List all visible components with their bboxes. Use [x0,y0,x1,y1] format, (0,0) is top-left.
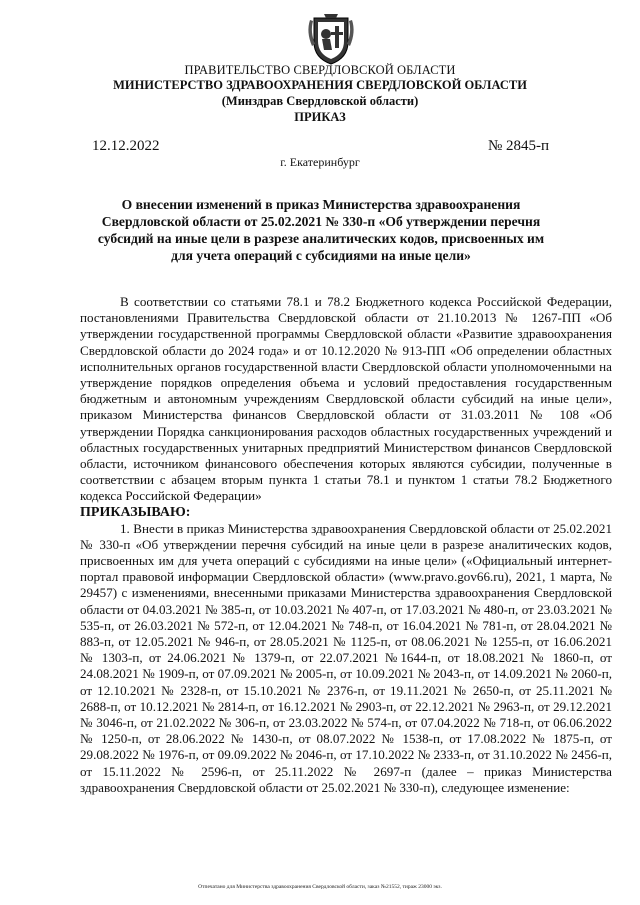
order-body [80,294,612,796]
preamble-paragraph: В соответствии со статьями 78.1 и 78.2 Бюджетного кодекса Российской Федерации, постановлениями Правительства Свердловской области от 21.10.2013 № 1267-ПП «Об утверждении государственной программы Свердловской области «Развитие здравоохранения Свердловской области до 2024 года» и от 10.12.2020 № 913-ПП «Об определении областных исполнительных органов государственной власти Свердловской области уполномоченными на утверждение порядков определения объема и условий предоставления государственным бюджетным и автономным учреждениям Свердловской области субсидий на иные цели», приказом Министерства финансов Свердловской области от 31.03.2011 № 108 «Об утверждении Порядка санкционирования расходов областных государственных учреждений и областных государственных унитарных предприятий Министерством финансов Свердловской области, источником финансового обеспечения которых являются субсидии, полученные в соответствии с абзацем вторым пункта 1 статьи 78.1 и пунктом 1 статьи 78.2 Бюджетного кодекса Российской Федерации» [80,294,612,504]
order-title: О внесении изменений в приказ Министерства здравоохранения Свердловской области от 25.02.2021 № 330-п «Об утверждении перечня субсидий на иные цели в разрезе аналитических кодов, присвоенных им для учета операций с субсидиями на иные цели» [97,197,545,263]
coat-of-arms-icon [304,12,358,66]
decree-word: ПРИКАЗЫВАЮ: [80,504,191,520]
ministry-heading: МИНИСТЕРСТВО ЗДРАВООХРАНЕНИЯ СВЕРДЛОВСКОЙ ОБЛАСТИ [113,78,527,92]
ministry-abbreviation: (Минздрав Свердловской области) [221,94,419,108]
item-1-paragraph: 1. Внести в приказ Министерства здравоохранения Свердловской области от 25.02.2021 № 330-п «Об утверждении перечня субсидий на иные цели в разрезе аналитических кодов, присвоенных им для учета операций с субсидиями на иные цели» («Официальный интернет-портал правовой информации Свердловской области» (www.pravo.gov66.ru), 2021, 1 марта, № 29457) с изменениями, внесенными приказами Министерства здравоохранения Свердловской области от 04.03.2021 № 385-п, от 10.03.2021 № 407-п, от 17.03.2021 № 480-п, от 23.03.2021 № 535-п, от 26.03.2021 № 572-п, от 12.04.2021 № 748-п, от 16.04.2021 № 781-п, от 28.04.2021 № 883-п, от 12.05.2021 № 946-п, от 28.05.2021 № 1125-п, от 08.06.2021 № 1255-п, от 16.06.2021 № 1303-п, от 24.06.2021 № 1379-п, от 22.07.2021 №1644-п, от 18.08.2021 № 1860-п, от 24.08.2021 № 1909-п, от 07.09.2021 № 2005-п, от 10.09.2021 № 2043-п, от 14.09.2021 № 2060-п, от 12.10.2021 № 2328-п, от 15.10.2021 № 2376-п, от 19.11.2021 № 2650-п, от 25.11.2021 № 2688-п, от 10.12.2021 № 2814-п, от 16.12.2021 № 2903-п, от 22.12.2021 № 2963-п, от 29.12.2021 № 3046-п, от 21.02.2022 № 306-п, от 23.03.2022 № 574-п, от 07.04.2022 № 718-п, от 06.06.2022 № 1250-п, от 28.06.2022 № 1430-п, от 08.07.2022 № 1538-п, от 17.08.2022 № 1875-п, от 29.08.2022 № 1976-п, от 09.09.2022 № 2046-п, от 17.10.2022 № 2333-п, от 31.10.2022 № 2456-п, от 15.11.2022 № 2596-п, от 25.11.2022 № 2697-п (далее – приказ Министерства здравоохранения Свердловской области от 25.02.2021 № 330-п), следующее изменение: [80,520,612,795]
order-date: 12.12.2022 [92,138,160,154]
print-footer: Отпечатано для Министерства здравоохранения Свердловской области, заказ №21552, тираж 23000 экз. [198,884,442,890]
city: г. Екатеринбург [280,155,360,169]
document-type: ПРИКАЗ [294,110,346,124]
order-number: № 2845-п [488,138,550,154]
government-heading: ПРАВИТЕЛЬСТВО СВЕРДЛОВСКОЙ ОБЛАСТИ [184,63,456,77]
